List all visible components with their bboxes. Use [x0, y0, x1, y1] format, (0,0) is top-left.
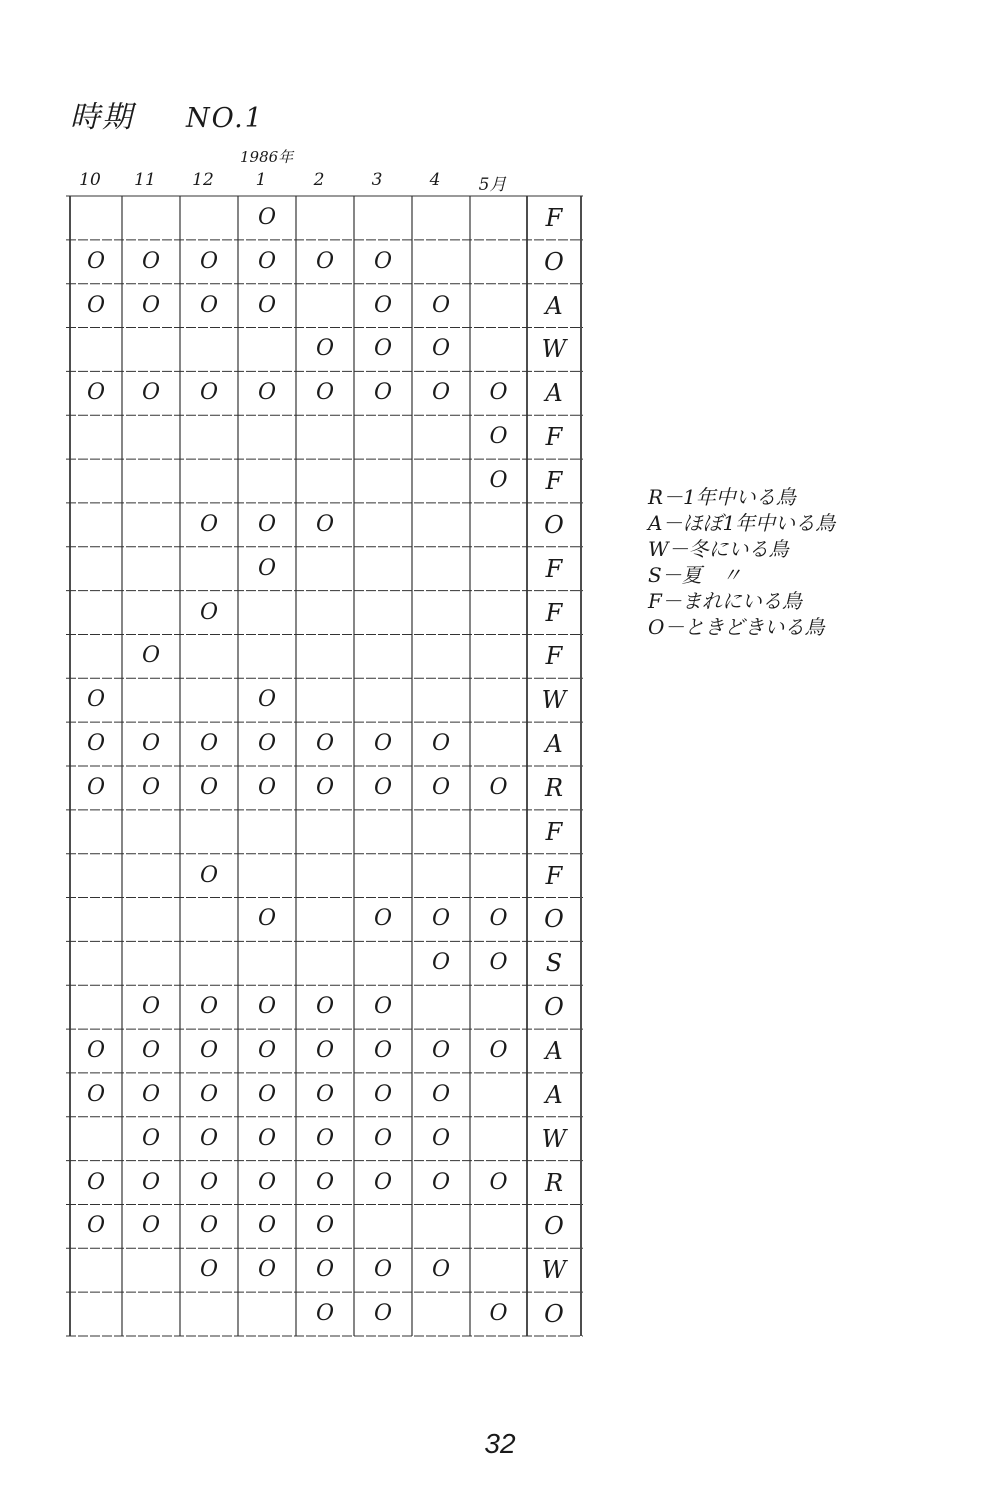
table-cell: O: [431, 1125, 451, 1151]
legend-item-o: O－ときどきいる鳥: [648, 615, 825, 639]
status-code: F: [545, 598, 563, 627]
table-cell: O: [373, 248, 393, 274]
table-cell: O: [489, 424, 508, 450]
table-cell: O: [199, 1257, 219, 1283]
table-cell: O: [86, 731, 106, 757]
table-cell: O: [489, 774, 508, 800]
table-cell: O: [199, 862, 219, 888]
table-cell: O: [489, 1301, 508, 1327]
status-code: W: [541, 335, 567, 364]
table-cell: O: [257, 555, 277, 581]
table-cell: O: [257, 994, 277, 1020]
table-cell: O: [315, 511, 335, 537]
table-cell: O: [199, 292, 219, 318]
table-cell: O: [373, 1169, 393, 1195]
table-cell: O: [141, 643, 161, 669]
table-cell: O: [489, 1169, 508, 1195]
table-cell: O: [431, 1081, 451, 1107]
legend-item-r: R－1年中いる鳥: [648, 485, 796, 509]
month-label: 5月: [478, 175, 507, 195]
table-cell: O: [86, 380, 106, 406]
table-cell: O: [141, 1081, 161, 1107]
table-cell: O: [315, 994, 335, 1020]
month-label: 10: [79, 170, 101, 190]
month-label: 1: [255, 170, 267, 190]
legend-item-s: S－夏 〃: [648, 563, 742, 587]
table-cell: O: [86, 248, 106, 274]
table-cell: O: [141, 731, 161, 757]
table-cell: O: [86, 1169, 106, 1195]
status-code: F: [545, 467, 563, 495]
table-cell: O: [431, 1038, 451, 1063]
month-label: 2: [313, 170, 325, 190]
table-cell: O: [141, 1125, 161, 1151]
status-code: O: [544, 510, 564, 539]
table-cell: O: [431, 906, 451, 932]
status-code: O: [544, 247, 564, 276]
status-code: S: [545, 949, 563, 978]
table-cell: O: [141, 380, 161, 406]
table-cell: O: [141, 1038, 161, 1063]
table-cell: O: [373, 1125, 393, 1151]
status-code: A: [545, 291, 563, 320]
month-label: 4: [429, 170, 441, 190]
table-cell: O: [431, 380, 451, 406]
table-cell: O: [199, 1125, 219, 1151]
table-cell: O: [86, 687, 106, 713]
table-cell: O: [257, 204, 277, 230]
table-cell: O: [86, 1038, 106, 1063]
status-code: F: [545, 817, 563, 846]
table-cell: O: [199, 994, 219, 1020]
status-code: O: [544, 1212, 564, 1241]
table-cell: O: [315, 336, 335, 362]
table-cell: O: [373, 1301, 393, 1327]
table-cell: O: [489, 468, 508, 493]
status-code: A: [545, 379, 563, 408]
table-cell: O: [257, 1213, 277, 1239]
year-note: 1986年: [240, 148, 294, 166]
table-cell: O: [86, 774, 106, 800]
table-cell: O: [257, 1081, 277, 1107]
table-cell: O: [315, 1038, 335, 1063]
table-cell: O: [257, 774, 277, 800]
table-cell: O: [199, 599, 219, 625]
table-cell: O: [257, 1125, 277, 1151]
status-code: W: [541, 686, 567, 715]
table-cell: O: [141, 994, 161, 1020]
month-label: 3: [371, 170, 383, 190]
table-cell: O: [199, 1081, 219, 1107]
table-cell: O: [199, 511, 219, 537]
table-cell: O: [141, 248, 161, 274]
table-cell: O: [86, 1213, 106, 1239]
table-cell: O: [199, 380, 219, 406]
table-cell: O: [199, 1169, 219, 1195]
table-cell: O: [315, 774, 335, 800]
table-cell: O: [199, 774, 219, 800]
table-cell: O: [315, 380, 335, 406]
table-cell: O: [373, 1081, 393, 1107]
table-cell: O: [431, 1169, 451, 1195]
status-code: F: [545, 423, 563, 452]
table-cell: O: [199, 248, 219, 274]
status-code: W: [541, 1256, 567, 1285]
table-cell: O: [257, 906, 277, 932]
legend-item-f: F－まれにいる鳥: [648, 589, 802, 613]
legend-item-w: W－冬にいる鳥: [648, 537, 789, 561]
table-cell: O: [315, 1081, 335, 1107]
status-code: R: [544, 773, 564, 802]
table-cell: O: [373, 774, 393, 800]
table-cell: O: [257, 1038, 277, 1063]
table-cell: O: [141, 1169, 161, 1195]
table-cell: O: [315, 248, 335, 274]
table-cell: O: [373, 1257, 393, 1283]
table-cell: O: [315, 731, 335, 757]
status-code: O: [544, 993, 564, 1022]
table-cell: O: [489, 380, 508, 406]
page-number: 32: [484, 1428, 516, 1459]
month-label: 12: [192, 170, 214, 190]
table-cell: O: [373, 731, 393, 757]
table-cell: O: [141, 774, 161, 800]
table-cell: O: [257, 1257, 277, 1283]
table-cell: O: [315, 1125, 335, 1151]
status-code: F: [545, 203, 563, 232]
status-code: F: [545, 554, 563, 583]
table-cell: O: [86, 1081, 106, 1107]
status-code: F: [545, 861, 563, 890]
table-cell: O: [257, 511, 277, 537]
table-cell: O: [199, 1038, 219, 1063]
table-cell: O: [431, 731, 451, 757]
status-code: O: [544, 1300, 564, 1329]
table-cell: O: [431, 1257, 451, 1283]
table-cell: O: [373, 1038, 393, 1063]
table-cell: O: [373, 906, 393, 932]
status-code: A: [545, 1080, 563, 1109]
table-cell: O: [257, 687, 277, 713]
table-cell: O: [315, 1169, 335, 1195]
legend: [648, 484, 835, 640]
table-cell: O: [315, 1257, 335, 1283]
status-code: A: [545, 730, 563, 759]
table-cell: O: [489, 1038, 508, 1063]
status-code: W: [541, 1124, 567, 1153]
status-code: R: [544, 1168, 564, 1197]
table-cell: O: [199, 731, 219, 757]
status-code: O: [544, 905, 564, 934]
table-cell: O: [431, 292, 451, 318]
table-cell: O: [141, 1213, 161, 1239]
table-cell: O: [373, 336, 393, 362]
table-cell: O: [257, 248, 277, 274]
title-label: 時期: [70, 100, 134, 135]
table-cell: O: [257, 292, 277, 318]
legend-item-a: A－ほぼ1年中いる鳥: [648, 511, 836, 535]
table-cell: O: [257, 380, 277, 406]
table-cell: O: [315, 1301, 335, 1327]
table-cell: O: [373, 380, 393, 406]
table-cell: O: [373, 994, 393, 1020]
month-label: 11: [134, 170, 156, 190]
table-cell: O: [86, 292, 106, 318]
table-cell: O: [431, 774, 451, 800]
status-code: A: [545, 1037, 563, 1065]
status-code: F: [545, 642, 563, 671]
table-cell: O: [373, 292, 393, 318]
table-cell: O: [489, 906, 508, 932]
table-cell: O: [199, 1213, 219, 1239]
table-cell: O: [431, 950, 451, 976]
table-cell: O: [257, 1169, 277, 1195]
title-number: NO.1: [186, 103, 264, 134]
table-cell: O: [489, 950, 508, 976]
table-cell: O: [257, 731, 277, 757]
table-cell: O: [431, 336, 451, 362]
table-cell: O: [141, 292, 161, 318]
table-cell: O: [315, 1213, 335, 1239]
